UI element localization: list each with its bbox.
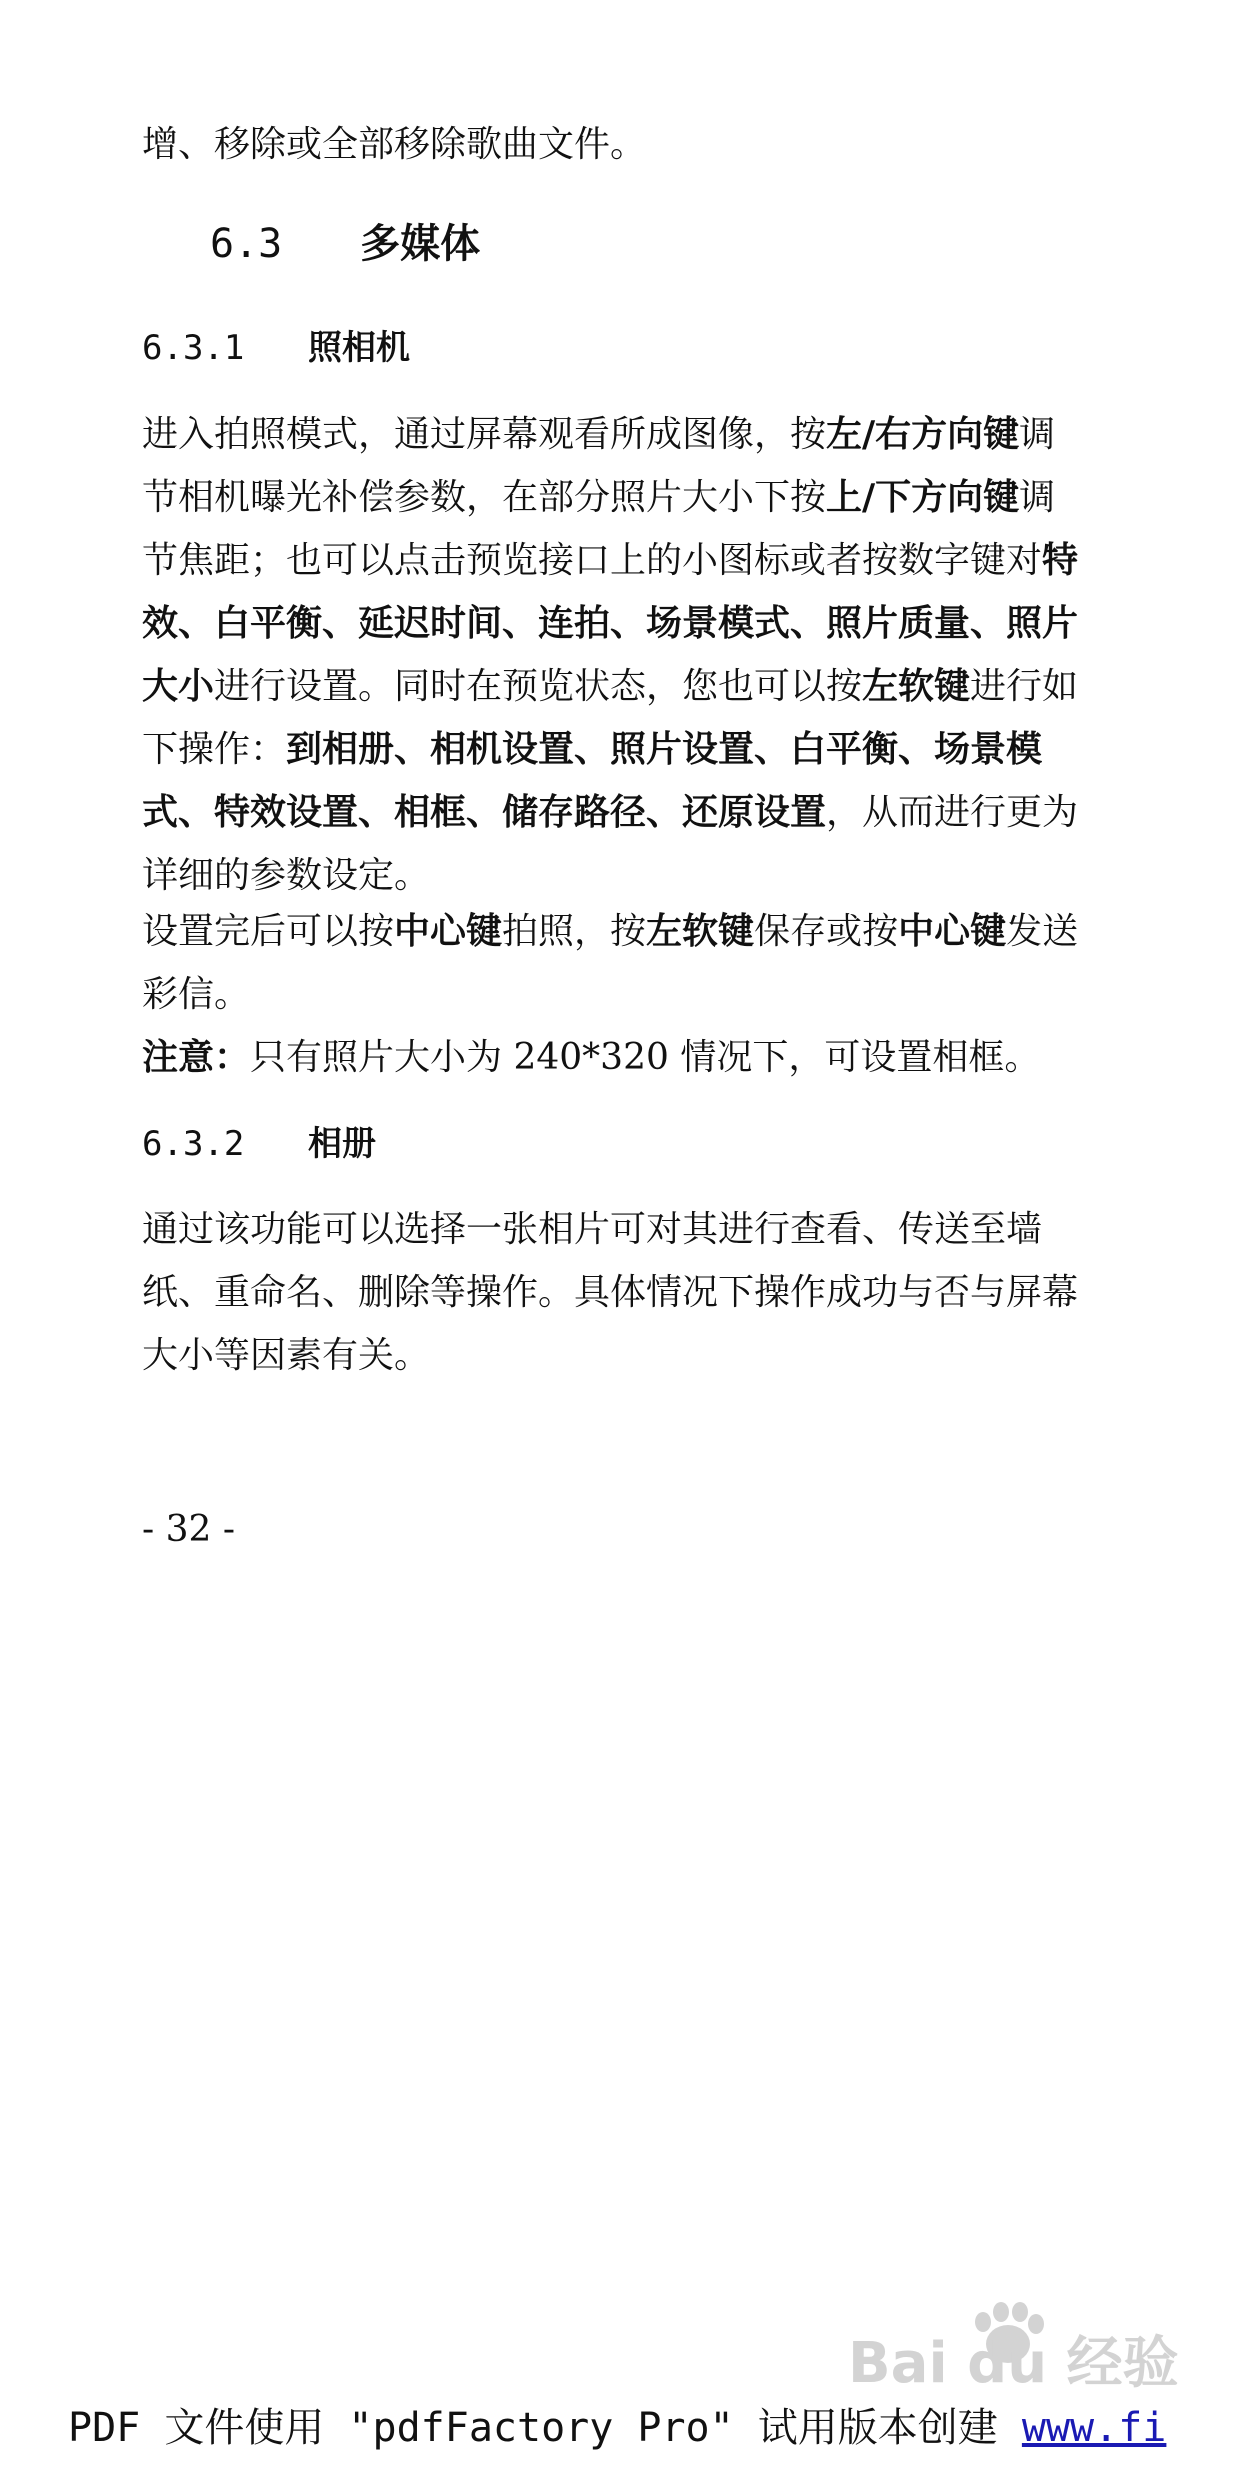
page-number: - 32 - <box>142 1509 236 1550</box>
album-heading <box>142 1118 376 1170</box>
note-label: 注意： <box>142 1037 251 1078</box>
note-text: 只有照片大小为 240*320 情况下，可设置相框。 <box>250 1037 1041 1078</box>
section-title: 多媒体 <box>360 221 481 267</box>
camera-note <box>142 1026 1082 1089</box>
album-number: 6.3.2 <box>142 1124 245 1164</box>
camera-paragraph-1: 进入拍照模式，通过屏幕观看所成图像，按左/右方向键调节相机曝光补偿参数，在部分照片大小下按上/下方向键调节焦距；也可以点击预览接口上的小图标或者按数字键对特效、白平衡、延迟时间、连拍、场景模式、照片质量、照片大小进行设置。同时在预览状态，您也可以按左软键进行如下操作：到相册、相机设置、照片设置、白平衡、场景模式、特效设置、相框、储存路径、还原设置，从而进行更为详细的参数设定。 <box>142 414 1079 896</box>
section-number: 6.3 <box>210 221 283 267</box>
footer-link[interactable]: www.fi <box>1021 2405 1167 2451</box>
album-paragraph: 通过该功能可以选择一张相片可对其进行查看、传送至墙纸、重命名、删除等操作。具体情况下操作成功与否与屏幕大小等因素有关。 <box>142 1209 1079 1376</box>
camera-paragraph-2: 设置完后可以按中心键拍照，按左软键保存或按中心键发送彩信。 <box>142 911 1079 1015</box>
pdf-footer <box>68 2398 1244 2458</box>
camera-title: 照相机 <box>308 328 411 368</box>
footer-text: PDF 文件使用 "pdfFactory Pro" 试用版本创建 <box>68 2405 1022 2451</box>
watermark-brand: Bai du 经验 <box>848 2331 1179 2396</box>
camera-number: 6.3.1 <box>142 328 245 368</box>
section-heading <box>210 214 480 274</box>
intro-fragment: 增、移除或全部移除歌曲文件。 <box>142 124 647 165</box>
album-title: 相册 <box>308 1124 377 1164</box>
baidu-watermark <box>838 2300 1228 2400</box>
camera-heading <box>142 322 410 374</box>
